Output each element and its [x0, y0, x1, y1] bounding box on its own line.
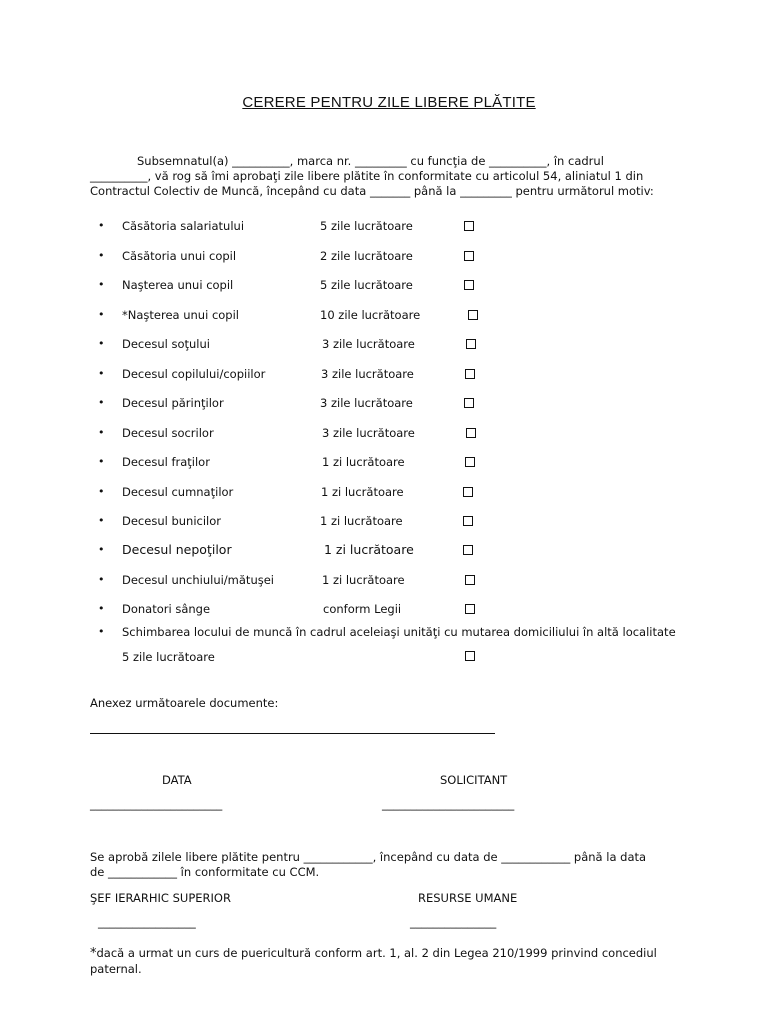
- reason-checkbox[interactable]: [466, 339, 476, 349]
- reason-label: Decesul nepoţilor: [122, 542, 232, 557]
- applicant-signature-line[interactable]: _______________________: [382, 797, 515, 811]
- reason-duration: 1 zi lucrătoare: [321, 485, 404, 499]
- bullet-icon: •: [98, 396, 105, 409]
- reason-duration: 1 zi lucrătoare: [322, 455, 405, 469]
- approval-line-2: de ____________ în conformitate cu CCM.: [90, 865, 320, 879]
- document-title: CERERE PENTRU ZILE LIBERE PLĂTITE: [242, 94, 536, 111]
- annex-label: Anexez următoarele documente:: [90, 696, 279, 710]
- bullet-icon: •: [98, 367, 105, 380]
- bullet-icon: •: [98, 573, 105, 586]
- reason-duration: 2 zile lucrătoare: [320, 249, 413, 263]
- reason-label: Decesul copilului/copiilor: [122, 367, 266, 381]
- date-label: DATA: [162, 773, 192, 787]
- reason-label: Decesul părinţilor: [122, 396, 224, 410]
- reason-label: Decesul bunicilor: [122, 514, 222, 528]
- bullet-icon: •: [98, 543, 105, 556]
- reason-duration: 1 zi lucrătoare: [324, 542, 414, 557]
- bullet-icon: •: [98, 602, 105, 615]
- bullet-icon: •: [98, 249, 105, 262]
- reason-checkbox[interactable]: [463, 545, 473, 555]
- hr-label: RESURSE UMANE: [418, 891, 518, 905]
- reason-duration: 1 zi lucrătoare: [322, 573, 405, 587]
- reason-label: Decesul cumnaţilor: [122, 485, 234, 499]
- reason-label: *Naşterea unui copil: [122, 308, 239, 322]
- bullet-icon: •: [98, 308, 105, 321]
- reason-checkbox[interactable]: [465, 604, 475, 614]
- reason-duration: 10 zile lucrătoare: [320, 308, 421, 322]
- bullet-icon: •: [98, 455, 105, 468]
- date-signature-line[interactable]: _______________________: [90, 797, 223, 811]
- reason-label: Căsătoria salariatului: [122, 219, 245, 233]
- bullet-icon: •: [98, 278, 105, 291]
- reason-checkbox[interactable]: [464, 251, 474, 261]
- relocation-duration: 5 zile lucrătoare: [122, 650, 215, 664]
- reason-checkbox[interactable]: [465, 457, 475, 467]
- reason-checkbox[interactable]: [463, 487, 473, 497]
- reason-checkbox[interactable]: [463, 516, 473, 526]
- reason-label: Decesul socrilor: [122, 426, 214, 440]
- intro-line-3: Contractul Colectiv de Muncă, începând cu data _______ până la _________ pentru următorul motiv:: [90, 184, 654, 198]
- reason-checkbox[interactable]: [464, 398, 474, 408]
- annex-documents-field[interactable]: [90, 733, 495, 734]
- intro-line-1: Subsemnatul(a) __________, marca nr. _________ cu funcţia de __________, în cadrul: [137, 154, 604, 168]
- reason-duration: 5 zile lucrătoare: [320, 219, 413, 233]
- bullet-icon: •: [98, 625, 105, 638]
- reason-duration: 3 zile lucrătoare: [321, 367, 414, 381]
- reason-label: Decesul soţului: [122, 337, 210, 351]
- reason-label: Decesul unchiului/mătuşei: [122, 573, 274, 587]
- reason-checkbox[interactable]: [465, 575, 475, 585]
- reason-duration: 3 zile lucrătoare: [322, 337, 415, 351]
- reason-checkbox[interactable]: [466, 428, 476, 438]
- bullet-icon: •: [98, 485, 105, 498]
- reason-checkbox[interactable]: [464, 280, 474, 290]
- bullet-icon: •: [98, 514, 105, 527]
- reason-checkbox[interactable]: [465, 369, 475, 379]
- applicant-label: SOLICITANT: [440, 773, 508, 787]
- bullet-icon: •: [98, 337, 105, 350]
- reason-checkbox[interactable]: [465, 651, 475, 661]
- footnote-text: dacă a urmat un curs de puericultură conform art. 1, al. 2 din Legea 210/1999 prinvind concediul: [96, 946, 657, 960]
- reason-duration: 3 zile lucrătoare: [322, 426, 415, 440]
- reason-label: Căsătoria unui copil: [122, 249, 237, 263]
- superior-label: ŞEF IERARHIC SUPERIOR: [90, 891, 231, 905]
- bullet-icon: •: [98, 219, 105, 232]
- footnote-text-cont: paternal.: [90, 962, 142, 976]
- reason-checkbox[interactable]: [464, 221, 474, 231]
- footnote-mark: *: [90, 946, 97, 961]
- reason-duration: 5 zile lucrătoare: [320, 278, 413, 292]
- reason-label: Decesul fraţilor: [122, 455, 210, 469]
- reason-label: Donatori sânge: [122, 602, 211, 616]
- superior-signature-line[interactable]: _________________: [98, 915, 196, 929]
- bullet-icon: •: [98, 426, 105, 439]
- hr-signature-line[interactable]: _______________: [410, 915, 497, 929]
- relocation-label: Schimbarea locului de muncă în cadrul aceleiaşi unităţi cu mutarea domiciliului în altă localitate: [122, 625, 676, 639]
- reason-duration: conform Legii: [323, 602, 402, 616]
- reason-label: Naşterea unui copil: [122, 278, 234, 292]
- reason-duration: 1 zi lucrătoare: [320, 514, 403, 528]
- footnote: [90, 946, 657, 961]
- reason-duration: 3 zile lucrătoare: [320, 396, 413, 410]
- reason-checkbox[interactable]: [468, 310, 478, 320]
- intro-line-2: __________, vă rog să îmi aprobaţi zile libere plătite în conformitate cu articolul 54, aliniatul 1 din: [90, 169, 644, 183]
- approval-line-1: Se aprobă zilele libere plătite pentru ____________, începând cu data de ____________ până la data: [90, 850, 647, 864]
